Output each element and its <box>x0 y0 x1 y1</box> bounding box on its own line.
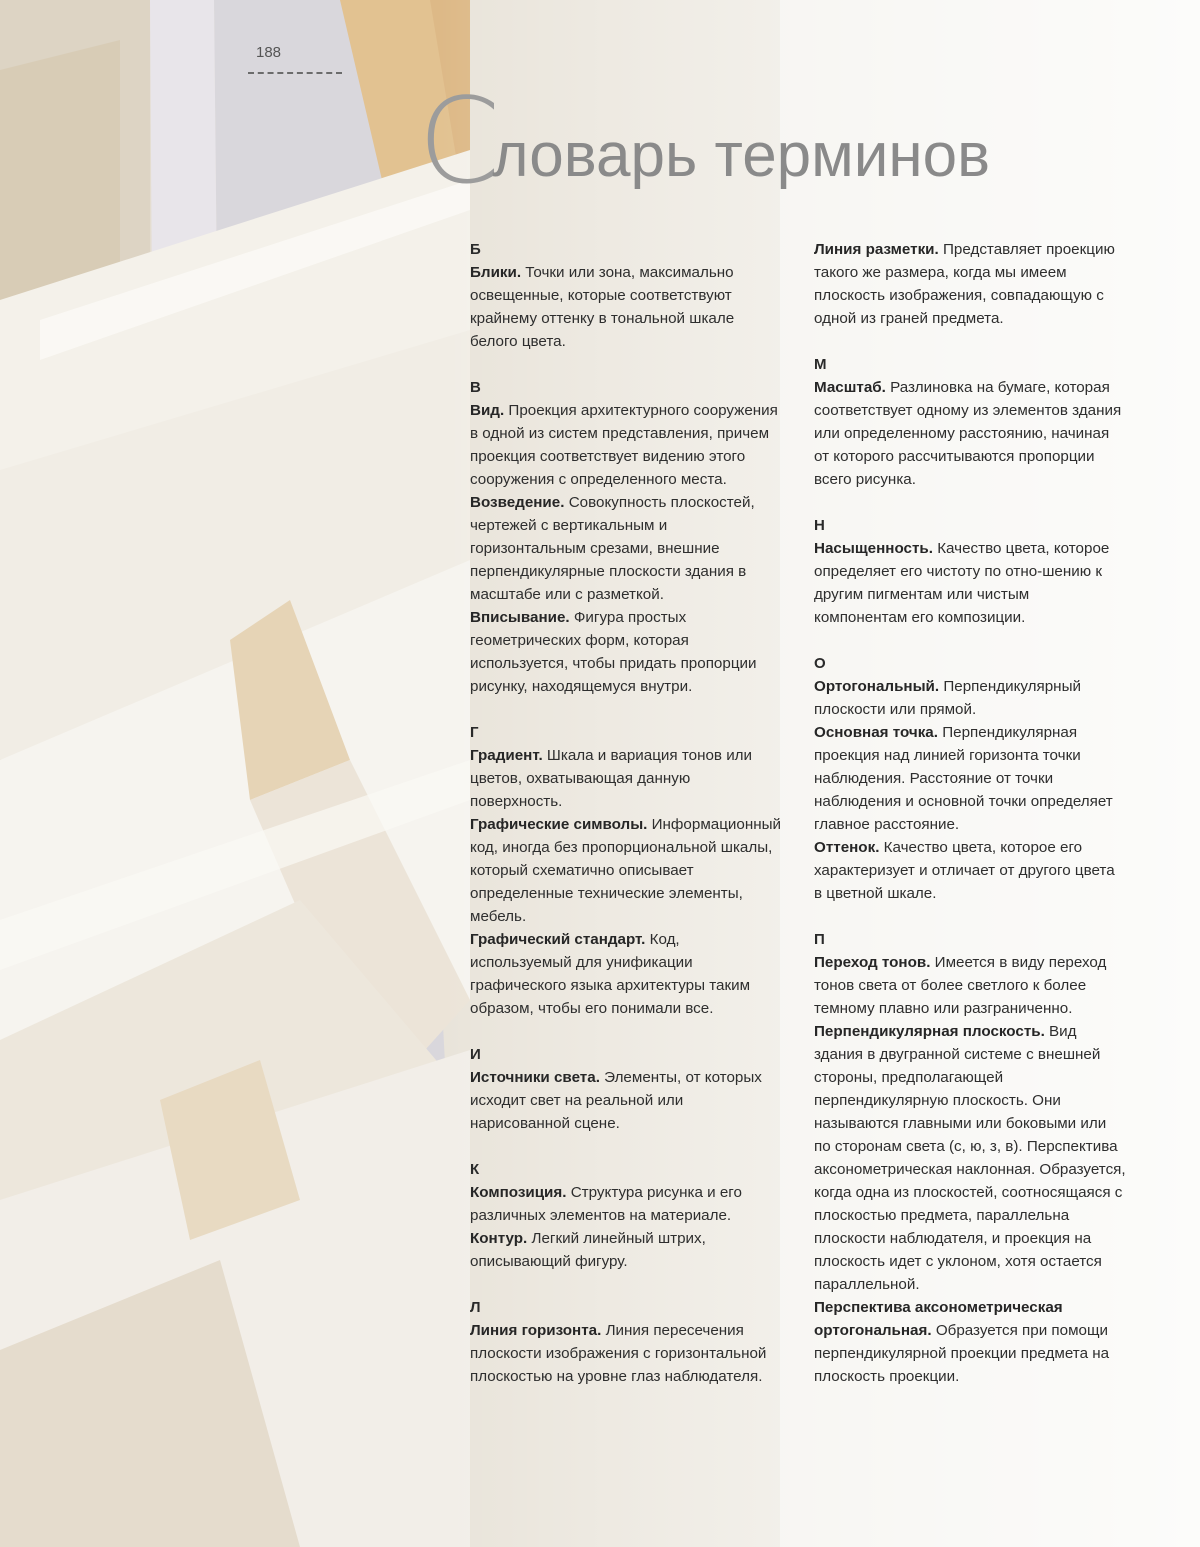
page-title <box>418 72 991 210</box>
glossary-definition: Представляет проекцию такого же размера, когда мы имеем плоскость изображения, совпадающую с одной из граней предмета. <box>814 241 1115 327</box>
glossary-term: Графический стандарт. <box>470 931 646 948</box>
glossary-column-right <box>814 238 1126 1411</box>
glossary-entry <box>814 1296 1126 1388</box>
glossary-entry <box>470 1066 782 1135</box>
glossary-term: Масштаб. <box>814 379 886 396</box>
glossary-entry <box>814 238 1126 330</box>
glossary-term: Линия горизонта. <box>470 1322 602 1339</box>
glossary-column-left <box>470 238 782 1411</box>
glossary-entry <box>470 1227 782 1273</box>
glossary-entry <box>814 721 1126 836</box>
glossary-definition: Шкала и вариация тонов или цветов, охватывающая данную поверхность. <box>470 747 753 810</box>
section-letter: М <box>814 356 827 373</box>
glossary-entry <box>814 1020 1126 1296</box>
glossary-definition: Легкий линейный штрих, описывающий фигуру. <box>470 1230 706 1270</box>
glossary-entry <box>814 836 1126 905</box>
page-number: 188 <box>256 44 282 61</box>
glossary-term: Контур. <box>470 1230 528 1247</box>
section-letter: О <box>814 655 826 672</box>
glossary-definition: Образуется при помощи перпендикулярной проекции предмета на плоскость проекции. <box>814 1322 1110 1385</box>
glossary-entry <box>470 261 782 353</box>
section-letter: Б <box>470 241 481 258</box>
section-letter: Г <box>470 724 479 741</box>
glossary-term: Оттенок. <box>814 839 880 856</box>
glossary-section <box>814 652 1126 905</box>
glossary-term: Композиция. <box>470 1184 567 1201</box>
glossary-section <box>814 928 1126 1388</box>
page-number-divider <box>248 72 342 74</box>
glossary-definition: Проекция архитектурного сооружения в одной из систем представления, причем проекция соответствует видению этого сооружения с определенного места. <box>470 402 778 488</box>
glossary-definition: Перпендикулярная проекция над линией горизонта точки наблюдения. Расстояние от точки наблюдения и основной точки определяет главное расстояние. <box>814 724 1113 833</box>
glossary-term: Возведение. <box>470 494 565 511</box>
glossary-definition: Совокупность плоскостей, чертежей с вертикальным и горизонтальным срезами, внешние перпендикулярные плоскости здания в масштабе или с разметкой. <box>470 494 755 603</box>
section-letter: Н <box>814 517 825 534</box>
glossary-definition: Имеется в виду переход тонов света от более светлого к более темному плавно или разграниченно. <box>814 954 1107 1017</box>
glossary-definition: Разлиновка на бумаге, которая соответствует одному из элементов здания или определенному расстоянию, начиная от которого рассчитываются пропорции всего рисунка. <box>814 379 1122 488</box>
section-letter: И <box>470 1046 481 1063</box>
glossary-section <box>814 353 1126 491</box>
glossary-entry <box>470 744 782 813</box>
title-rest: ловарь терминов <box>492 121 991 190</box>
glossary-section <box>470 721 782 1020</box>
glossary-term: Вид. <box>470 402 505 419</box>
glossary-entry <box>470 491 782 606</box>
glossary-entry <box>814 376 1126 491</box>
section-letter: К <box>470 1161 480 1178</box>
section-letter: В <box>470 379 481 396</box>
section-letter: Л <box>470 1299 481 1316</box>
glossary-definition: Код, используемый для унификации графического языка архитектуры таким образом, чтобы его понимали все. <box>470 931 751 1017</box>
glossary-entry <box>470 1319 782 1388</box>
glossary-term: Переход тонов. <box>814 954 931 971</box>
glossary-term: Графические символы. <box>470 816 648 833</box>
glossary-entry <box>814 675 1126 721</box>
glossary-term: Линия разметки. <box>814 241 939 258</box>
glossary-entry <box>470 399 782 491</box>
glossary-definition: Вид здания в двугранной системе с внешней стороны, предполагающей перпендикулярную плоскость. Они называются главными или боковыми или по сторонам света (с, ю, з, в). Перспектива аксонометрическая наклонная. Образуется, когда одна из плоскостей, соотносящаяся с плоскостью предмета, параллельна плоскости наблюдателя, и проекция на плоскость идет с уклоном, хотя остается параллельной. <box>814 1023 1126 1293</box>
title-initial: С <box>418 72 501 210</box>
glossary-term: Вписывание. <box>470 609 570 626</box>
glossary-entry <box>814 951 1126 1020</box>
glossary-term: Источники света. <box>470 1069 600 1086</box>
glossary-term: Перспектива аксонометрическая ортогональная. <box>814 1299 1063 1339</box>
glossary-entry <box>814 537 1126 629</box>
glossary-definition: Точки или зона, максимально освещенные, которые соответствуют крайнему оттенку в тональной шкале белого цвета. <box>470 264 735 350</box>
glossary-definition: Фигура простых геометрических форм, которая используется, чтобы придать пропорции рисунку, находящемуся внутри. <box>470 609 757 695</box>
glossary-definition: Элементы, от которых исходит свет на реальной или нарисованной сцене. <box>470 1069 762 1132</box>
glossary-definition: Линия пересечения плоскости изображения с горизонтальной плоскостью на уровне глаз наблюдателя. <box>470 1322 767 1385</box>
glossary-entry <box>470 813 782 928</box>
glossary-section <box>470 1043 782 1135</box>
glossary-definition: Качество цвета, которое определяет его чистоту по отно-шению к другим пигментам или чистым компонентам его композиции. <box>814 540 1110 626</box>
glossary-definition: Качество цвета, которое его характеризует и отличает от другого цвета в цветной шкале. <box>814 839 1115 902</box>
glossary-section <box>814 238 1126 330</box>
glossary-term: Перпендикулярная плоскость. <box>814 1023 1045 1040</box>
glossary-term: Ортогональный. <box>814 678 940 695</box>
glossary-entry <box>470 1181 782 1227</box>
glossary-section <box>470 1158 782 1273</box>
section-letter: П <box>814 931 825 948</box>
glossary-definition: Информационный код, иногда без пропорциональной шкалы, который схематично описывает определенные технические элементы, мебель. <box>470 816 782 925</box>
glossary-section <box>814 514 1126 629</box>
glossary-definition: Структура рисунка и его различных элементов на материале. <box>470 1184 742 1224</box>
glossary-section <box>470 376 782 698</box>
glossary-term: Градиент. <box>470 747 543 764</box>
glossary-definition: Перпендикулярный плоскости или прямой. <box>814 678 1081 718</box>
glossary-entry <box>470 606 782 698</box>
glossary-term: Блики. <box>470 264 522 281</box>
glossary-term: Насыщенность. <box>814 540 933 557</box>
glossary-entry <box>470 928 782 1020</box>
glossary-section <box>470 238 782 353</box>
glossary-section <box>470 1296 782 1388</box>
glossary-term: Основная точка. <box>814 724 938 741</box>
